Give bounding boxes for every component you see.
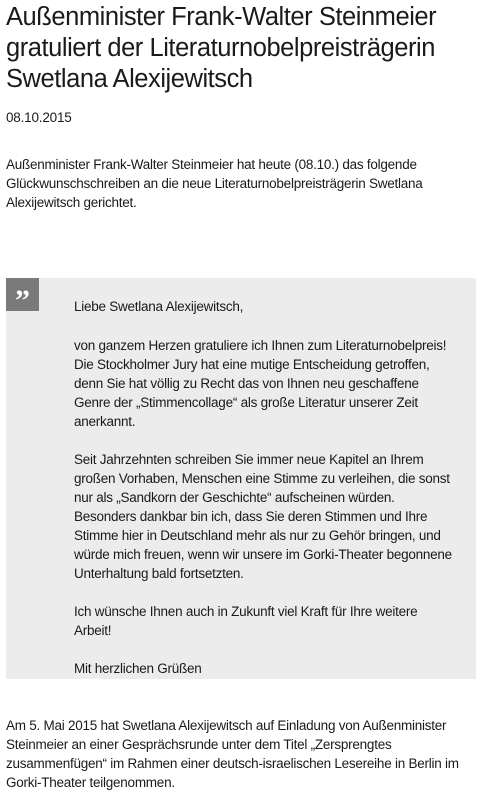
- article-date: 08.10.2015: [6, 110, 72, 125]
- article-title: Außenminister Frank-Walter Steinmeier gratuliert der Literaturnobelpreisträgerin Swetlana Alexijewitsch: [6, 3, 437, 93]
- article-outro: Am 5. Mai 2015 hat Swetlana Alexijewitsch auf Einladung von Außenminister Steinmeier an einer Gesprächsrunde unter dem Titel „Zersprengtes zusammenfügen“ im Rahmen einer deutsch-israelischen Lesereihe in Berlin im Gorki-Theater teilgenommen.: [6, 718, 459, 790]
- quote-icon: ”: [6, 278, 39, 311]
- letter-closing: Mit herzlichen Grüßen: [74, 661, 202, 676]
- letter-paragraph: Ich wünsche Ihnen auch in Zukunft viel Kraft für Ihre weitere Arbeit!: [74, 604, 418, 638]
- article-intro: Außenminister Frank-Walter Steinmeier hat heute (08.10.) das folgende Glückwunschschreiben an die neue Literaturnobelpreisträgerin Swetlana Alexijewitsch gerichtet.: [6, 157, 423, 210]
- letter-blockquote: [6, 278, 476, 679]
- letter-greeting: Liebe Swetlana Alexijewitsch,: [74, 299, 244, 314]
- letter-text: [74, 297, 454, 697]
- letter-paragraph: von ganzem Herzen gratuliere ich Ihnen zum Literaturnobelpreis! Die Stockholmer Jury hat eine mutige Entscheidung getroffen, denn Sie hat völlig zu Recht das von Ihnen neu geschaffene Genre der „Stimmencollage“ als große Literatur unserer Zeit anerkannt.: [74, 338, 447, 429]
- letter-paragraph: Seit Jahrzehnten schreiben Sie immer neue Kapitel an Ihrem großen Vorhaben, Menschen eine Stimme zu verleihen, die sonst nur als „Sandkorn der Geschichte“ aufscheinen würden. Besonders dankbar bin ich, dass Sie deren Stimmen und Ihre Stimme hier in Deutschland mehr als nur zu Gehör bringen, und würde mich freuen, wenn wir unsere im Gorki-Theater begonnene Unterhaltung bald fortsetzten.: [74, 452, 452, 581]
